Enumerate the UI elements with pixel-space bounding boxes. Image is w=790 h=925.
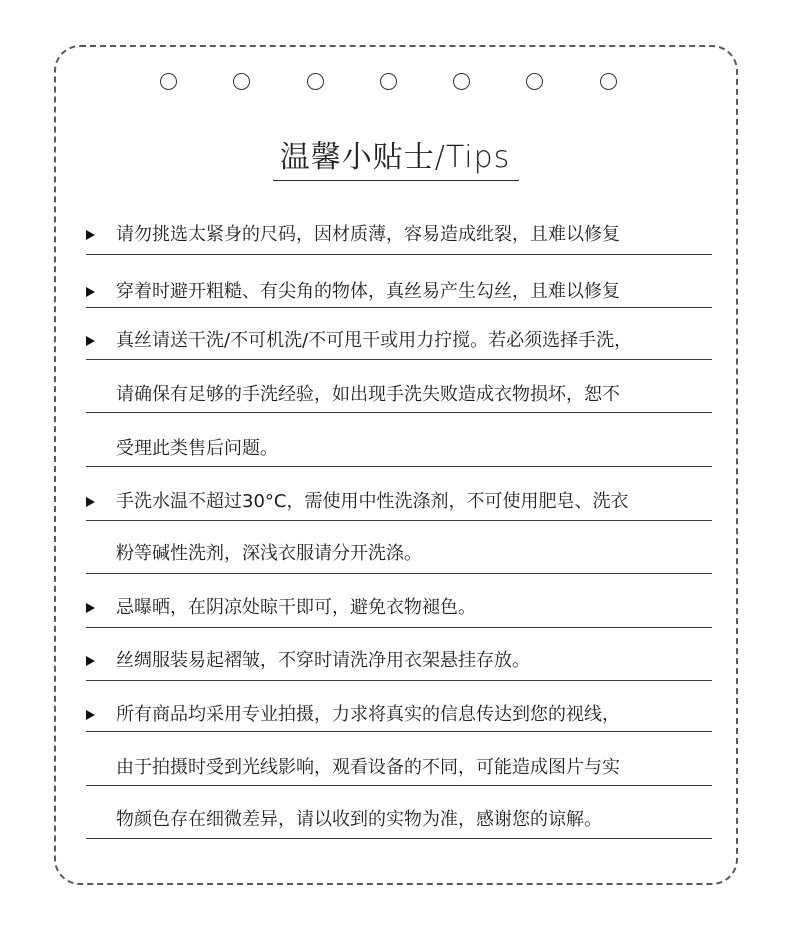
divider [86,838,712,839]
binder-hole-icon [233,73,250,90]
tip-item [86,488,710,516]
tip-text: 真丝请送干洗/不可机洗/不可甩干或用力拧搅。若必须选择手洗， [116,330,633,351]
tip-text: 请确保有足够的手洗经验，如出现手洗失败造成衣物损坏，恕不 [116,384,620,405]
binder-hole-icon [453,73,470,90]
tip-text: 受理此类售后问题。 [116,438,278,459]
tip-continuation [86,806,710,834]
triangle-bullet-icon [86,710,95,720]
divider [86,731,712,732]
binder-holes [0,73,790,95]
triangle-bullet-icon [86,287,95,297]
divider [86,680,712,681]
tip-text: 忌曝晒，在阴凉处晾干即可，避免衣物褪色。 [116,597,476,618]
tip-text: 物颜色存在细微差异，请以收到的实物为准，感谢您的谅解。 [116,809,602,830]
tip-continuation [86,435,710,463]
divider [86,412,712,413]
title-underline [273,180,519,181]
binder-hole-icon [380,73,397,90]
binder-hole-icon [526,73,543,90]
tip-continuation [86,540,710,568]
triangle-bullet-icon [86,497,95,507]
binder-hole-icon [600,73,617,90]
tip-item [86,701,710,729]
binder-hole-icon [160,73,177,90]
divider [86,254,712,255]
tip-continuation [86,381,710,409]
tip-continuation [86,754,710,782]
tip-text: 穿着时避开粗糙、有尖角的物体，真丝易产生勾丝，且难以修复 [116,281,620,302]
triangle-bullet-icon [86,656,95,666]
divider [86,627,712,628]
tip-text: 丝绸服装易起褶皱，不穿时请洗净用衣架悬挂存放。 [116,650,530,671]
tip-text: 请勿挑选太紧身的尺码，因材质薄，容易造成纰裂，且难以修复 [116,224,620,245]
triangle-bullet-icon [86,336,95,346]
triangle-bullet-icon [86,230,95,240]
tip-text: 所有商品均采用专业拍摄，力求将真实的信息传达到您的视线， [116,704,620,725]
divider [86,359,712,360]
divider [86,573,712,574]
tip-item [86,647,710,675]
divider [86,785,712,786]
tip-item [86,221,710,249]
tip-item [86,327,710,355]
tip-text: 粉等碱性洗剂，深浅衣服请分开洗涤。 [116,543,422,564]
tip-item [86,278,710,306]
binder-hole-icon [307,73,324,90]
tip-item [86,594,710,622]
divider [86,520,712,521]
triangle-bullet-icon [86,603,95,613]
divider [86,466,712,467]
divider [86,307,712,308]
tip-text: 由于拍摄时受到光线影响，观看设备的不同，可能造成图片与实 [116,757,620,778]
page-title: 温馨小贴士/Tips [279,140,511,175]
tip-text: 手洗水温不超过30°C，需使用中性洗涤剂，不可使用肥皂、洗衣 [116,491,629,512]
